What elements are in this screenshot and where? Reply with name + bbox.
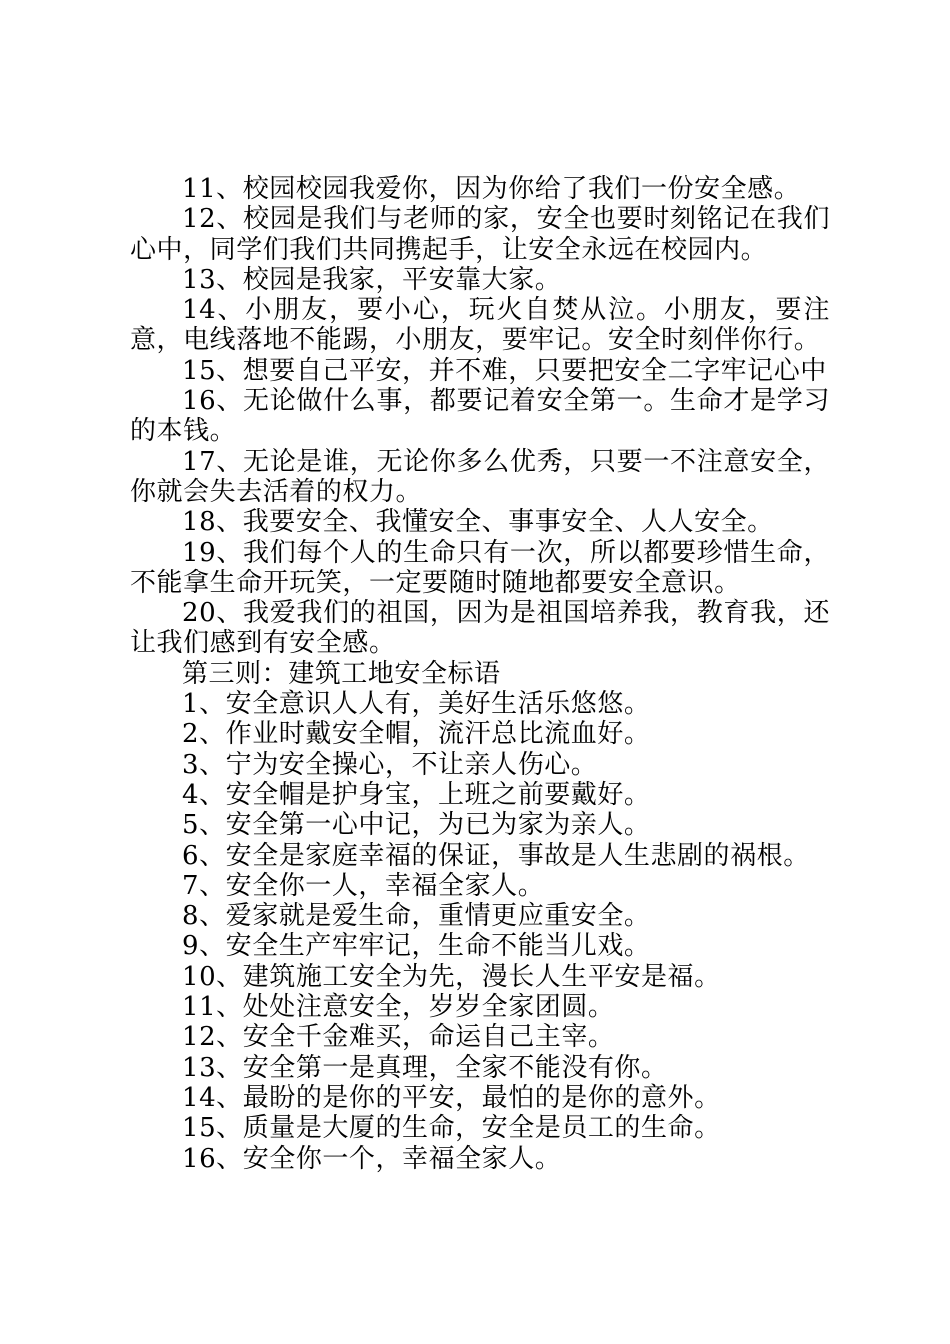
list-item: 9、安全生产牢牢记，生命不能当儿戏。 — [182, 931, 651, 962]
list-item: 8、爱家就是爱生命，重情更应重安全。 — [182, 901, 651, 932]
paragraph: 19、我们每个人的生命只有一次，所以都要珍惜生命，不能拿生命开玩笑，一定要随时随地都要安全意识。 — [130, 537, 830, 598]
list-item: 2、作业时戴安全帽，流汗总比流血好。 — [182, 719, 651, 750]
paragraph: 20、我爱我们的祖国，因为是祖国培养我，教育我，还让我们感到有安全感。 — [130, 598, 830, 659]
paragraph: 18、我要安全、我懂安全、事事安全、人人安全。 — [182, 507, 774, 538]
list-item: 14、最盼的是你的平安，最怕的是你的意外。 — [182, 1082, 721, 1113]
paragraph: 12、校园是我们与老师的家，安全也要时刻铭记在我们心中，同学们我们共同携起手，让安全永远在校园内。 — [130, 204, 830, 265]
paragraph: 17、无论是谁，无论你多么优秀，只要一不注意安全，你就会失去活着的权力。 — [130, 446, 830, 507]
list-item: 7、安全你一人，幸福全家人。 — [182, 870, 545, 901]
paragraph: 11、校园校园我爱你，因为你给了我们一份安全感。 — [182, 174, 801, 204]
list-item: 3、宁为安全操心，不让亲人伤心。 — [182, 749, 598, 780]
section-heading: 第三则：建筑工地安全标语 — [182, 658, 501, 689]
list-item: 11、处处注意安全，岁岁全家团圆。 — [182, 992, 615, 1023]
paragraph: 13、校园是我家，平安靠大家。 — [182, 264, 562, 295]
list-item: 4、安全帽是护身宝，上班之前要戴好。 — [182, 779, 651, 810]
paragraph: 15、想要自己平安，并不难，只要把安全二字牢记心中 — [182, 355, 827, 386]
list-item: 16、安全你一个，幸福全家人。 — [182, 1143, 562, 1174]
paragraph: 16、无论做什么事，都要记着安全第一。生命才是学习的本钱。 — [130, 386, 830, 447]
list-item: 10、建筑施工安全为先，漫长人生平安是福。 — [182, 961, 721, 992]
document-page — [130, 174, 830, 1174]
paragraph: 14、小朋友，要小心，玩火自焚从泣。小朋友，要注意，电线落地不能踢，小朋友，要牢记。安全时刻伴你行。 — [130, 295, 830, 356]
list-item: 12、安全千金难买，命运自己主宰。 — [182, 1022, 615, 1053]
list-item: 1、安全意识人人有，美好生活乐悠悠。 — [182, 689, 651, 720]
list-item: 5、安全第一心中记，为已为家为亲人。 — [182, 810, 651, 841]
list-item: 13、安全第一是真理，全家不能没有你。 — [182, 1052, 668, 1083]
list-item: 15、质量是大厦的生命，安全是员工的生命。 — [182, 1113, 721, 1144]
list-item: 6、安全是家庭幸福的保证，事故是人生悲剧的祸根。 — [182, 840, 810, 871]
